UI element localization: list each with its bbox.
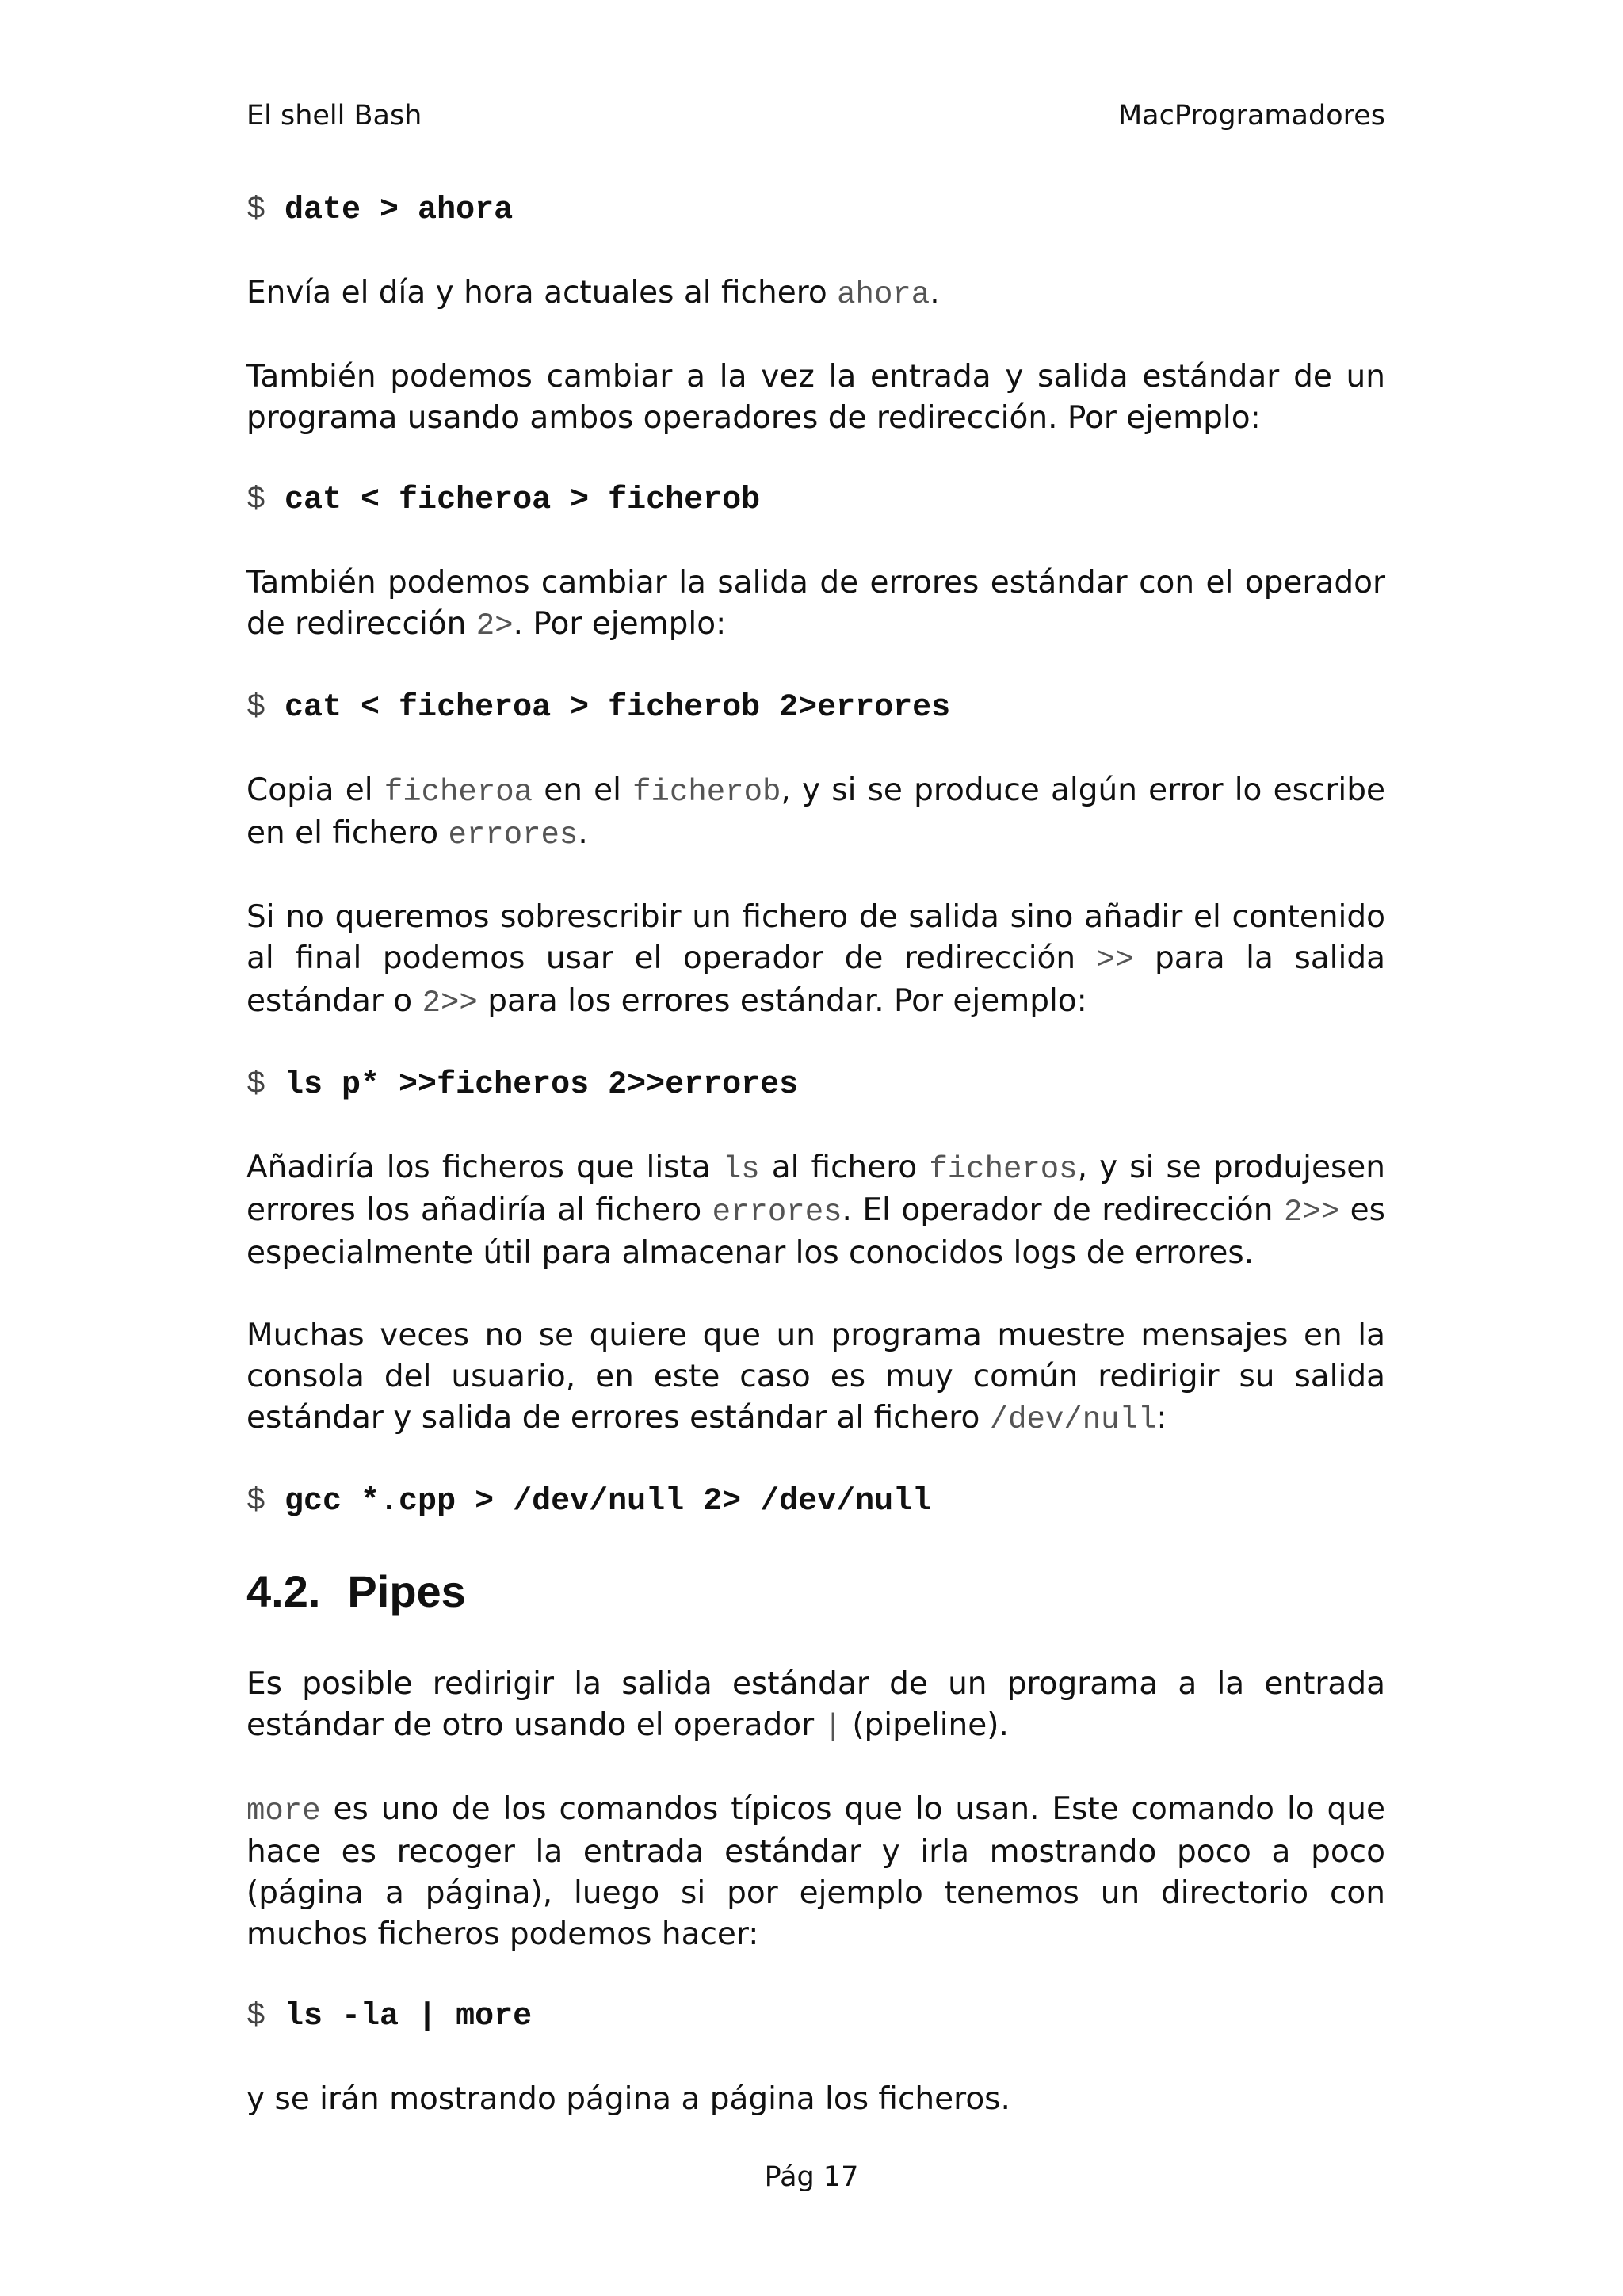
paragraph: y se irán mostrando página a página los ficheros. xyxy=(246,2081,1010,2117)
shell-prompt: $ xyxy=(246,193,266,228)
command-line xyxy=(246,1482,1385,1523)
header-title: El shell Bash xyxy=(246,100,422,132)
command-text: cat < ficheroa > ficherob 2>errores xyxy=(285,690,951,726)
page-header xyxy=(246,100,1385,132)
inline-code: ficherob xyxy=(632,775,781,810)
command-text: ls -la | more xyxy=(285,1999,533,2035)
text-run: . El operador de redirección xyxy=(842,1192,1284,1228)
header-site: MacProgramadores xyxy=(1117,100,1385,132)
shell-prompt: $ xyxy=(246,690,266,726)
text-run: es uno de los comandos típicos que lo usan. Este comando lo que hace es recoger la entrada estándar y irla mostrando poco a poco (página a página), luego si por ejemplo tenemos un directorio con muchos ficheros podemos hacer: xyxy=(246,1791,1385,1952)
paragraph xyxy=(246,897,1385,1024)
text-run: Es posible redirigir la salida estándar de un programa a la entrada estándar de otro usando el operador xyxy=(246,1666,1385,1743)
shell-prompt: $ xyxy=(246,1484,266,1520)
paragraph xyxy=(246,1789,1385,1955)
paragraph xyxy=(246,273,1385,315)
text-run: Envía el día y hora actuales al fichero xyxy=(246,275,838,311)
command-text: cat < ficheroa > ficherob xyxy=(285,482,761,518)
paragraph xyxy=(246,1315,1385,1440)
inline-code: | xyxy=(823,1710,842,1745)
page-number: Pág 17 xyxy=(764,2161,859,2193)
text-run: : xyxy=(1156,1400,1167,1436)
text-run: en el xyxy=(533,772,633,808)
text-run: Copia el xyxy=(246,772,384,808)
paragraph xyxy=(246,770,1385,856)
text-run: es especialmente útil para almacenar los conocidos logs de errores. xyxy=(246,1192,1385,1271)
text-run: También podemos cambiar la salida de errores estándar con el operador de redirección xyxy=(246,565,1385,642)
command-text: gcc *.cpp > /dev/null 2> /dev/null xyxy=(285,1484,932,1520)
inline-code: ahora xyxy=(837,277,930,312)
text-run: para los errores estándar. Por ejemplo: xyxy=(477,983,1087,1019)
inline-code: more xyxy=(246,1794,321,1829)
paragraph xyxy=(246,563,1385,646)
command-line xyxy=(246,190,1385,231)
text-run: , y si se produjesen errores los añadiría al fichero xyxy=(246,1150,1385,1228)
inline-code: errores xyxy=(448,818,579,852)
inline-code: /dev/null xyxy=(989,1402,1157,1437)
inline-code: 2>> xyxy=(422,986,478,1020)
command-text: date > ahora xyxy=(285,193,514,228)
paragraph xyxy=(246,1664,1385,1748)
section-number: 4.2. xyxy=(246,1566,321,1616)
section-heading xyxy=(246,1564,1385,1619)
inline-code: ficheros xyxy=(929,1152,1078,1187)
shell-prompt: $ xyxy=(246,482,266,518)
command-line xyxy=(246,1065,1385,1106)
text-run: , y si se produce algún error lo escribe en el fichero xyxy=(246,772,1385,851)
inline-code: ficheroa xyxy=(384,775,533,810)
page-content xyxy=(246,190,1385,2161)
inline-code: 2> xyxy=(475,608,514,643)
paragraph: También podemos cambiar a la vez la entrada y salida estándar de un programa usando ambos operadores de redirección. Por ejemplo: xyxy=(246,359,1385,436)
text-run: . Por ejemplo: xyxy=(513,606,727,642)
text-run: al fichero xyxy=(759,1150,930,1185)
shell-prompt: $ xyxy=(246,1999,266,2035)
text-run: Si no queremos sobrescribir un fichero de salida sino añadir el contenido al final podemos usar el operador de redirección xyxy=(246,899,1385,976)
text-run: (pipeline). xyxy=(842,1707,1009,1743)
inline-code: errores xyxy=(712,1195,842,1230)
shell-prompt: $ xyxy=(246,1067,266,1103)
text-run: . xyxy=(930,275,940,311)
command-text: ls p* >>ficheros 2>>errores xyxy=(285,1067,799,1103)
text-run: para la salida estándar o xyxy=(246,940,1385,1019)
text-run: . xyxy=(578,815,588,851)
inline-code: 2>> xyxy=(1283,1195,1340,1230)
text-run: Muchas veces no se quiere que un programa muestre mensajes en la consola del usuario, en este caso es muy común redirigir su salida estándar y salida de errores estándar al fichero xyxy=(246,1318,1385,1436)
section-title: Pipes xyxy=(347,1566,466,1616)
inline-code: ls xyxy=(722,1152,760,1187)
command-line xyxy=(246,688,1385,729)
text-run: Añadiría los ficheros que lista xyxy=(246,1150,723,1185)
paragraph xyxy=(246,1147,1385,1274)
command-line xyxy=(246,480,1385,521)
command-line xyxy=(246,1997,1385,2038)
inline-code: >> xyxy=(1096,943,1134,978)
